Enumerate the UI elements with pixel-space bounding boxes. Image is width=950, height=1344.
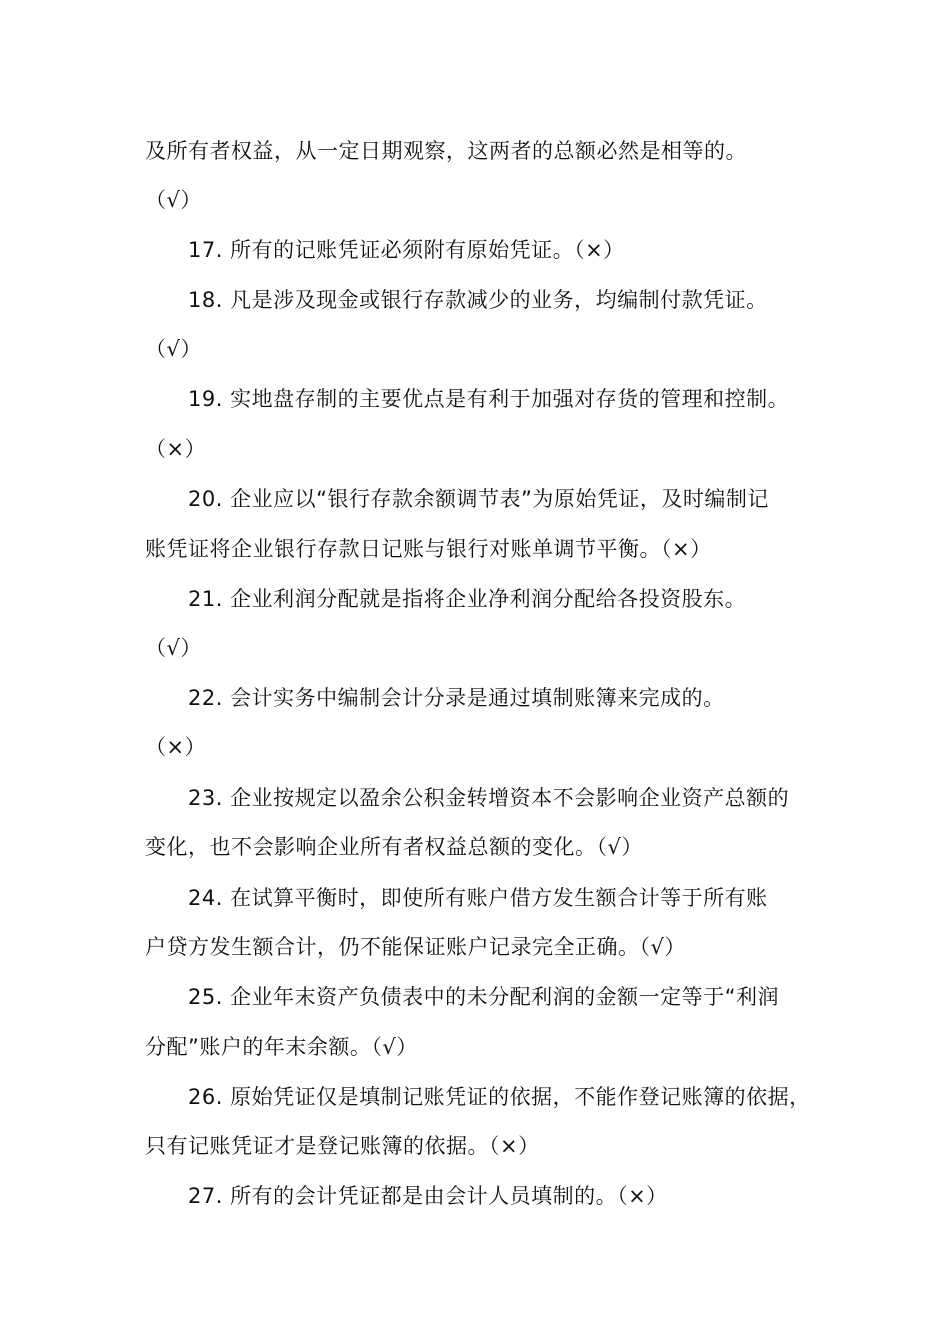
question-24: 24. 在试算平衡时，即使所有账户借方发生额合计等于所有账 (188, 886, 768, 910)
answer-mark: （×） (145, 437, 207, 461)
question-27: 27. 所有的会计凭证都是由会计人员填制的。（×） (188, 1184, 668, 1208)
text-line: 及所有者权益，从一定日期观察，这两者的总额必然是相等的。 (145, 139, 747, 163)
answer-mark: （√） (145, 188, 202, 212)
text-line: 账凭证将企业银行存款日记账与银行对账单调节平衡。（×） (145, 537, 712, 561)
text-line: 只有记账凭证才是登记账簿的依据。（×） (145, 1134, 540, 1158)
question-23: 23. 企业按规定以盈余公积金转增资本不会影响企业资产总额的 (188, 786, 790, 810)
question-22: 22. 会计实务中编制会计分录是通过填制账簿来完成的。 (188, 686, 725, 710)
text-line: 分配”账户的年末余额。（√） (145, 1035, 418, 1059)
question-19: 19. 实地盘存制的主要优点是有利于加强对存货的管理和控制。 (188, 387, 790, 411)
question-21: 21. 企业利润分配就是指将企业净利润分配给各投资股东。 (188, 587, 747, 611)
question-18: 18. 凡是涉及现金或银行存款减少的业务，均编制付款凭证。 (188, 288, 768, 312)
text-line: 变化，也不会影响企业所有者权益总额的变化。（√） (145, 835, 643, 859)
answer-mark: （×） (145, 735, 207, 759)
answer-mark: （√） (145, 337, 202, 361)
answer-mark: （√） (145, 636, 202, 660)
question-20: 20. 企业应以“银行存款余额调节表”为原始凭证，及时编制记 (188, 487, 769, 511)
question-17: 17. 所有的记账凭证必须附有原始凭证。（×） (188, 238, 625, 262)
question-26: 26. 原始凭证仅是填制记账凭证的依据，不能作登记账簿的依据， (188, 1085, 811, 1109)
question-25: 25. 企业年末资产负债表中的未分配利润的金额一定等于“利润 (188, 985, 779, 1009)
text-line: 户贷方发生额合计，仍不能保证账户记录完全正确。（√） (145, 935, 686, 959)
